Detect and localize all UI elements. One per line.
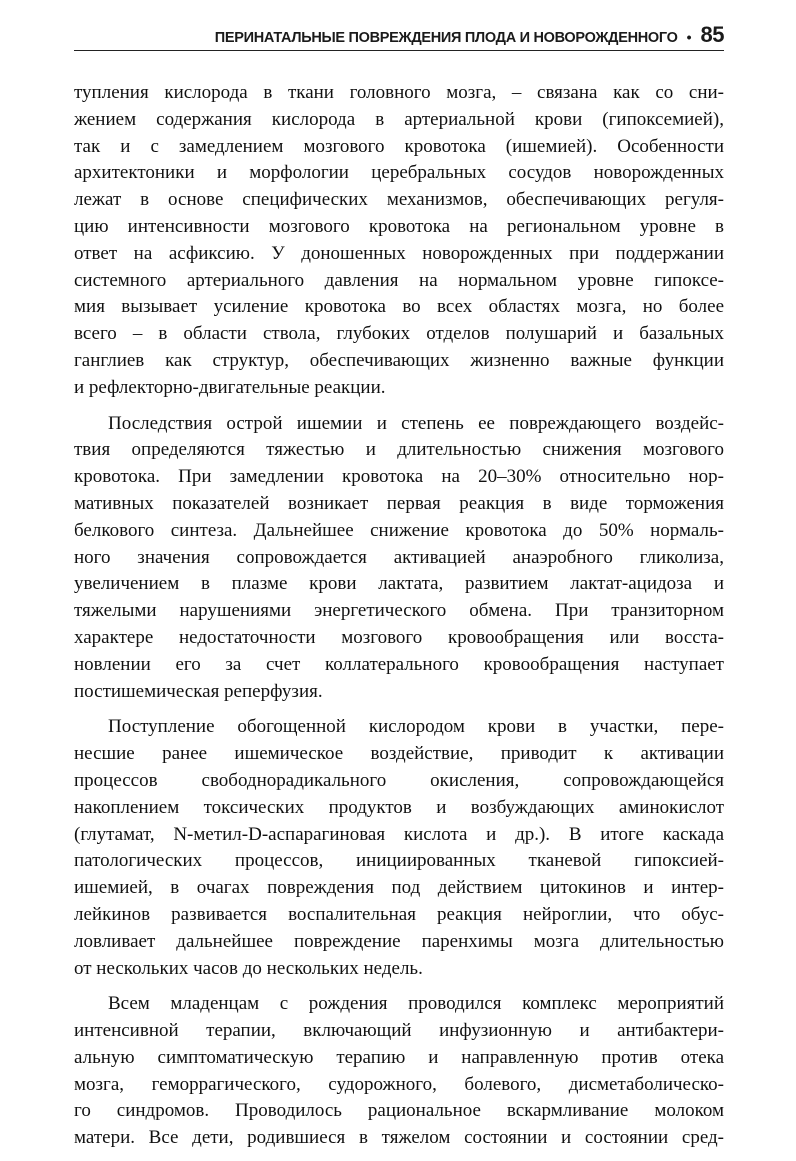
text-line: от нескольких часов до нескольких недель. <box>74 957 423 979</box>
text-line: го синдромов. Проводилось рациональное вскармливание молоком <box>74 1100 724 1122</box>
text-line: тяжелыми нарушениями энергетического обмена. При транзиторном <box>74 600 724 622</box>
text-line: жением содержания кислорода в артериальной крови (гипоксемией), <box>74 108 724 130</box>
body-text <box>74 80 724 1161</box>
header-bullet: • <box>686 29 692 45</box>
text-line: кровотока. При замедлении кровотока на 20–30% относительно нор- <box>74 466 724 488</box>
text-line: новлении его за счет коллатерального кровообращения наступает <box>74 653 724 675</box>
text-line: Всем младенцам с рождения проводился комплекс мероприятий <box>108 993 724 1015</box>
text-line: ганглиев как структур, обеспечивающих жизненно важные функции <box>74 349 724 371</box>
header-rule <box>74 50 724 51</box>
paragraph <box>74 411 724 706</box>
text-line: ного значения сопровождается активацией анаэробного гликолиза, <box>74 546 724 568</box>
text-line: альную симптоматическую терапию и направленную против отека <box>74 1046 724 1068</box>
paragraph <box>74 991 724 1152</box>
text-line: архитектоники и морфологии церебральных сосудов новорожденных <box>74 162 724 184</box>
text-line: (глутамат, N-метил-D-аспарагиновая кислота и др.). В итоге каскада <box>74 823 724 845</box>
text-line: матери. Все дети, родившиеся в тяжелом состоянии и состоянии сред- <box>74 1127 724 1149</box>
text-line: лейкинов развивается воспалительная реакция нейроглии, что обус- <box>74 903 724 925</box>
running-header-title: ПЕРИНАТАЛЬНЫЕ ПОВРЕЖДЕНИЯ ПЛОДА И НОВОРОЖДЕННОГО <box>214 30 678 46</box>
text-line: патологических процессов, инициированных тканевой гипоксией- <box>74 850 724 872</box>
text-line: так и с замедлением мозгового кровотока (ишемией). Особенности <box>74 135 724 157</box>
text-line: постишемическая реперфузия. <box>74 680 323 702</box>
text-line: Последствия острой ишемии и степень ее повреждающего воздейс- <box>108 412 724 434</box>
text-line: мозга, геморрагического, судорожного, болевого, дисметаболическо- <box>74 1073 724 1095</box>
paragraph <box>74 80 724 402</box>
text-line: и рефлекторно-двигательные реакции. <box>74 376 386 398</box>
text-line: системного артериального давления на нормальном уровне гипоксе- <box>74 269 724 291</box>
text-line: тупления кислорода в ткани головного мозга, – связана как со сни- <box>74 82 724 103</box>
text-line: цию интенсивности мозгового кровотока на региональном уровне в <box>74 215 724 237</box>
text-line: накоплением токсических продуктов и возбуждающих аминокислот <box>74 796 724 818</box>
paragraph <box>74 714 724 982</box>
text-line: несшие ранее ишемическое воздействие, приводит к активации <box>74 743 724 765</box>
page-number: 85 <box>700 22 724 47</box>
text-line: белкового синтеза. Дальнейшее снижение кровотока до 50% нормаль- <box>74 519 724 541</box>
text-line: характере недостаточности мозгового кровообращения или восста- <box>74 626 724 648</box>
text-line: твия определяются тяжестью и длительностью снижения мозгового <box>74 439 724 461</box>
text-line: ловливает дальнейшее повреждение паренхимы мозга длительностью <box>74 930 724 952</box>
text-line: ишемией, в очагах повреждения под действием цитокинов и интер- <box>74 877 724 899</box>
text-line: ответ на асфиксию. У доношенных новорожденных при поддержании <box>74 242 724 264</box>
text-line: интенсивной терапии, включающий инфузионную и антибактери- <box>74 1020 724 1042</box>
text-line: лежат в основе специфических механизмов, обеспечивающих регуля- <box>74 189 724 211</box>
text-line: процессов свободнорадикального окисления, сопровождающейся <box>74 769 724 791</box>
text-line: Поступление обогощенной кислородом крови в участки, пере- <box>108 716 724 738</box>
text-line: всего – в области ствола, глубоких отделов полушарий и базальных <box>74 323 724 345</box>
running-header <box>74 22 724 52</box>
text-line: мативных показателей возникает первая реакция в виде торможения <box>74 492 724 514</box>
text-line: увеличением в плазме крови лактата, развитием лактат-ацидоза и <box>74 573 724 595</box>
text-line: мия вызывает усиление кровотока во всех областях мозга, но более <box>74 296 724 318</box>
